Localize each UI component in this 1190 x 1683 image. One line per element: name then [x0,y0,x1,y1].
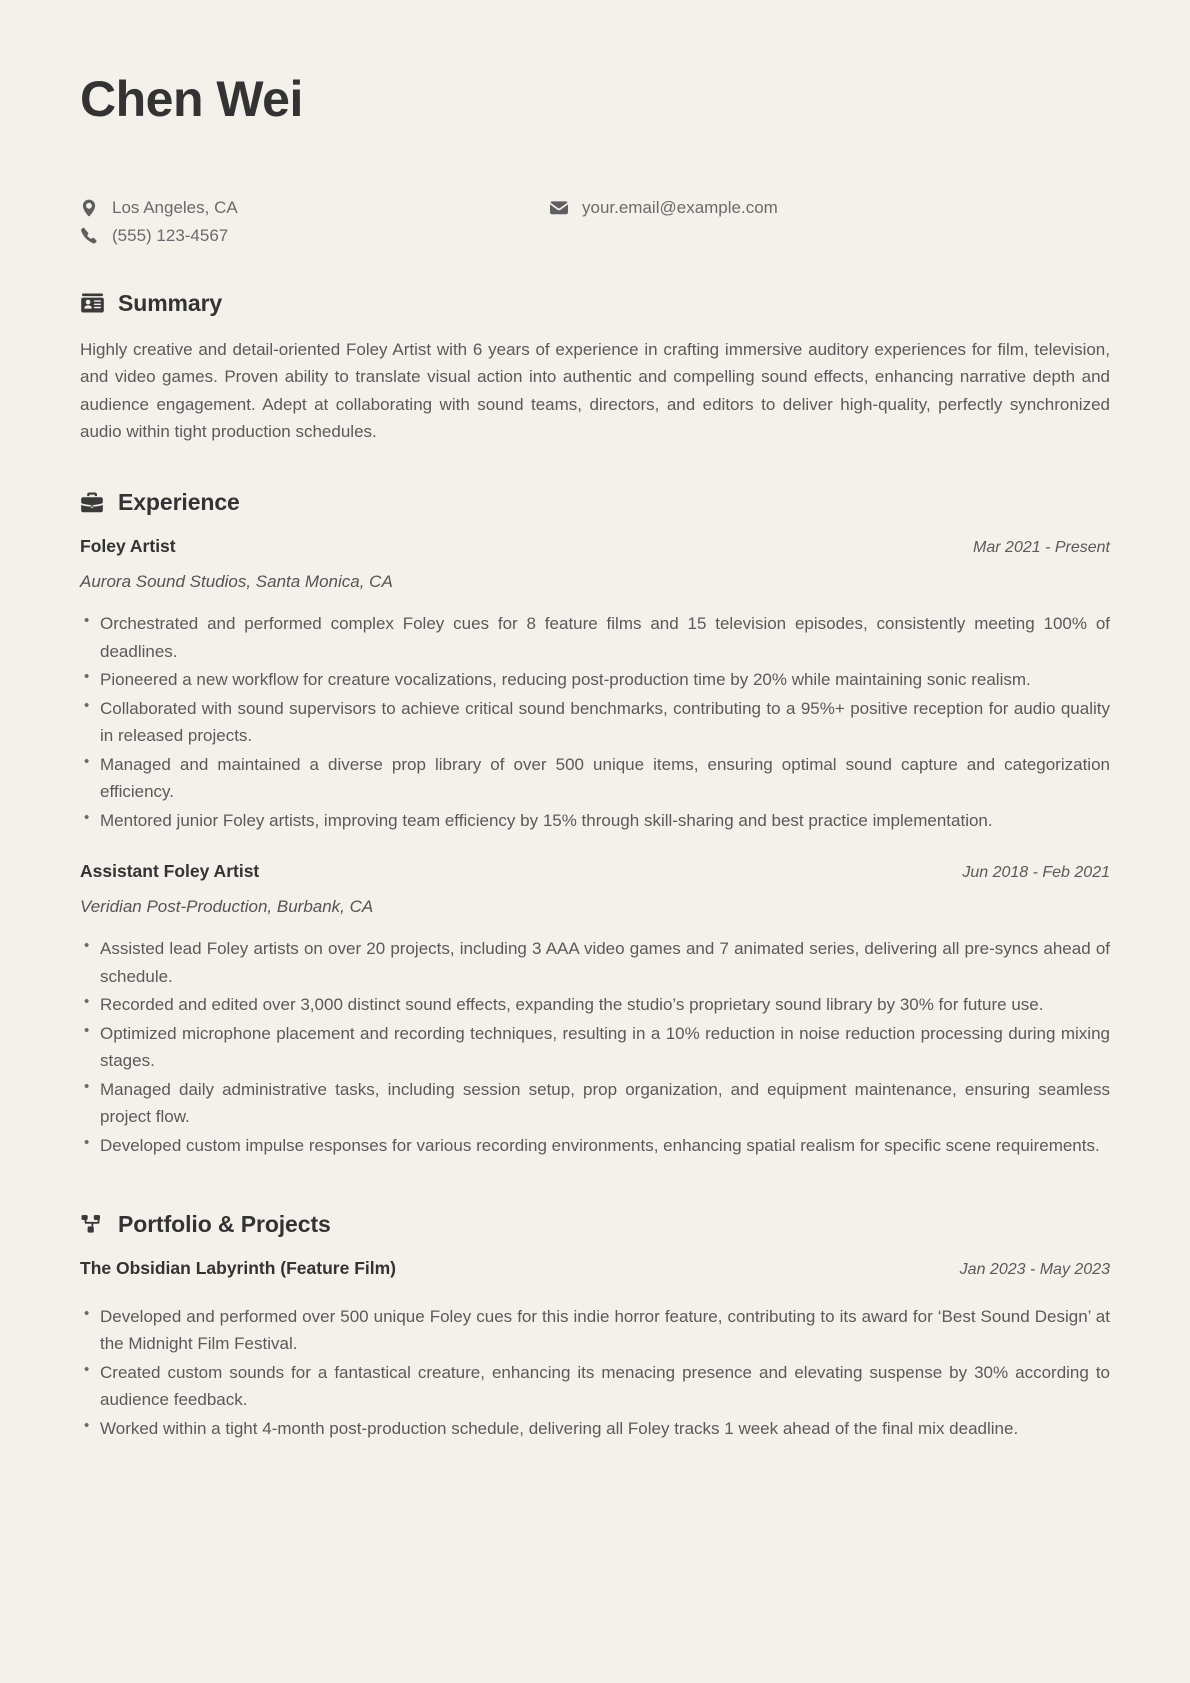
section-experience [80,490,1110,1160]
portfolio-header [80,1212,1110,1237]
id-card-icon [80,291,104,315]
contact-column-left [80,197,550,247]
list-item: • Managed and maintained a diverse prop library of over 500 unique items, ensuring optimal sound capture and categorization efficiency. [80,751,1110,806]
summary-title: Summary [118,289,223,316]
page-title: Chen Wei [80,71,303,127]
experience-entry-head [80,860,1110,884]
experience-entries [80,535,1110,1159]
contact-location-text: Los Angeles, CA [112,198,238,217]
list-item: • Orchestrated and performed complex Foley cues for 8 feature films and 15 television episodes, consistently meeting 100% of deadlines. [80,610,1110,665]
portfolio-entries [80,1257,1110,1442]
list-item: • Developed and performed over 500 unique Foley cues for this indie horror feature, contributing to its award for ‘Best Sound Design’ at the Midnight Film Festival. [80,1303,1110,1358]
project-date-range: Jan 2023 - May 2023 [959,1260,1110,1278]
job-organization: Aurora Sound Studios, Santa Monica, CA [80,572,393,592]
contact-email [550,197,778,218]
experience-entry [80,535,1110,834]
envelope-icon [550,199,568,217]
contact-email-text: your.email@example.com [582,198,778,217]
contact-phone [80,225,550,246]
section-portfolio [80,1212,1110,1443]
summary-header [80,291,1110,316]
experience-entry-head [80,535,1110,559]
diagram-network-icon [80,1212,104,1236]
portfolio-entry-head [80,1257,1110,1281]
contact-location [80,197,550,218]
job-bullet-list [80,610,1110,834]
briefcase-icon [80,491,104,515]
experience-header [80,490,1110,515]
portfolio-title: Portfolio & Projects [118,1210,331,1237]
section-summary [80,291,1110,446]
list-item: • Pioneered a new workflow for creature vocalizations, reducing post-production time by 20% while maintaining sonic realism. [80,666,1110,694]
phone-icon [80,227,98,245]
map-pin-icon [80,199,98,217]
job-organization: Veridian Post-Production, Burbank, CA [80,897,374,917]
list-item: • Developed custom impulse responses for various recording environments, enhancing spatial realism for specific scene requirements. [80,1132,1110,1160]
contact-column-right [550,197,778,218]
list-item: • Recorded and edited over 3,000 distinct sound effects, expanding the studio’s proprietary sound library by 30% for future use. [80,991,1110,1019]
project-bullet-list [80,1303,1110,1443]
list-item: • Mentored junior Foley artists, improving team efficiency by 15% through skill-sharing and best practice implementation. [80,807,1110,835]
experience-title: Experience [118,488,240,515]
list-item: • Managed daily administrative tasks, including session setup, prop organization, and equipment maintenance, ensuring seamless project flow. [80,1076,1110,1131]
contact-phone-text: (555) 123-4567 [112,226,229,246]
job-date-range: Jun 2018 - Feb 2021 [962,864,1110,882]
job-bullet-list [80,935,1110,1159]
job-title: Assistant Foley Artist [80,861,260,882]
list-item: • Assisted lead Foley artists on over 20 projects, including 3 AAA video games and 7 animated series, delivering all pre-syncs ahead of schedule. [80,935,1110,990]
job-date-range: Mar 2021 - Present [973,539,1110,557]
list-item: • Worked within a tight 4-month post-production schedule, delivering all Foley tracks 1 week ahead of the final mix deadline. [80,1415,1110,1443]
list-item: • Collaborated with sound supervisors to achieve critical sound benchmarks, contributing to a 95%+ positive reception for audio quality in released projects. [80,695,1110,750]
experience-entry [80,860,1110,1159]
list-item: • Created custom sounds for a fantastical creature, enhancing its menacing presence and elevating suspense by 30% according to audience feedback. [80,1359,1110,1414]
project-title: The Obsidian Labyrinth (Feature Film) [80,1257,396,1278]
job-title: Foley Artist [80,536,176,557]
portfolio-entry [80,1257,1110,1442]
summary-text: Highly creative and detail-oriented Foley Artist with 6 years of experience in crafting immersive auditory experiences for film, television, and video games. Proven ability to translate visual action into authentic and compelling sound effects, enhancing narrative depth and audience engagement. Adept at collaborating with sound teams, directors, and editors to deliver high-quality, perfectly synchronized audio within tight production schedules. [80,339,1110,442]
contact-info [80,197,1110,247]
list-item: • Optimized microphone placement and recording techniques, resulting in a 10% reduction in noise reduction processing during mixing stages. [80,1020,1110,1075]
